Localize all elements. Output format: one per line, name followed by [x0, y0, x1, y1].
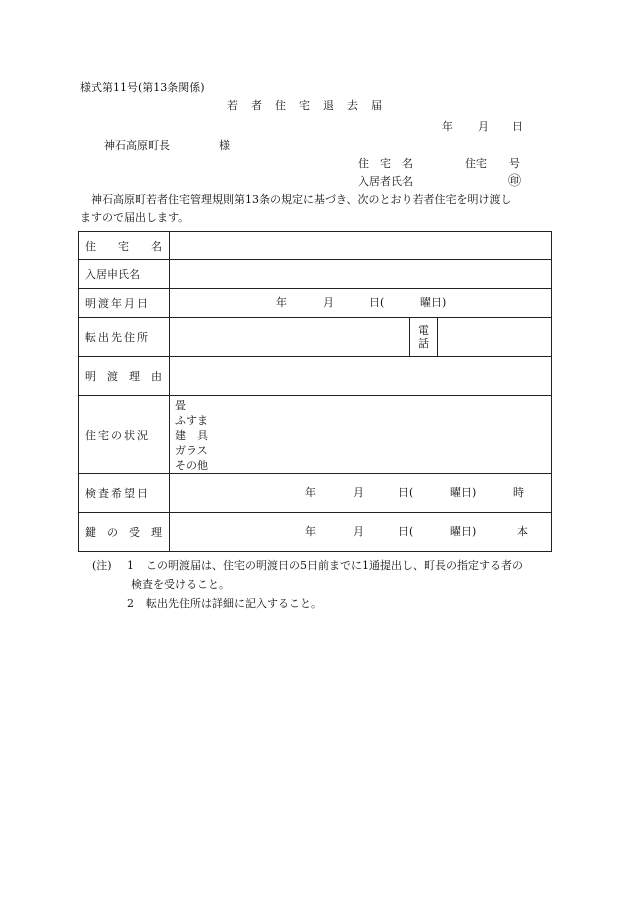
condition-item-tatami: 畳 [175, 399, 186, 412]
note-1-line-1: この明渡届は、住宅の明渡日の5日前までに1通提出し、町長の指定する者の [146, 559, 523, 572]
key-year: 年 [305, 525, 316, 538]
house-name-field[interactable] [170, 232, 552, 260]
key-weekday: 曜日) [450, 525, 477, 538]
withdrawal-form-table [78, 231, 552, 552]
phone-field[interactable] [438, 318, 552, 357]
inspection-hour: 時 [513, 486, 524, 499]
inspection-date-label: 検査希望日 [79, 474, 170, 513]
handover-day: 日( [369, 296, 385, 309]
table-row [79, 474, 552, 513]
addressee-name: 神石高原町長 [104, 139, 170, 152]
form-number: 様式第11号(第13条関係) [80, 81, 205, 94]
key-count-unit: 本 [517, 525, 528, 538]
handover-weekday: 曜日) [420, 296, 447, 309]
inspection-weekday: 曜日) [450, 486, 477, 499]
page-title: 若 者 住 宅 退 去 届 [227, 99, 383, 112]
house-condition-list [170, 396, 551, 473]
applicant-name-label: 入居者氏名 [358, 175, 413, 188]
resident-name-field[interactable] [170, 260, 552, 289]
inspection-day: 日( [398, 486, 414, 499]
note-2-text: 転出先住所は詳細に記入すること。 [146, 597, 322, 610]
condition-item-fittings: 建 具 [175, 429, 208, 442]
phone-label-char-2: 話 [418, 337, 429, 350]
notes-prefix: (注) [92, 559, 112, 572]
note-1-number: 1 [127, 559, 134, 572]
handover-year: 年 [276, 296, 287, 309]
table-row [79, 318, 552, 357]
addressee-honorific: 様 [219, 139, 230, 152]
table-row [79, 289, 552, 318]
key-day: 日( [398, 525, 414, 538]
inspection-date-field[interactable] [170, 474, 552, 513]
date-day-label: 日 [512, 120, 523, 133]
key-receipt-label: 鍵 の 受 理 [79, 513, 170, 552]
intro-line-2: ますので届出します。 [80, 211, 190, 224]
applicant-house-value: 住宅 号 [465, 157, 520, 170]
phone-label [410, 318, 438, 357]
date-month-label: 月 [478, 120, 489, 133]
resident-name-label-cell [79, 260, 170, 289]
resident-name-label-text: 入居申氏名 [85, 268, 140, 281]
table-row [79, 232, 552, 260]
new-address-field[interactable] [170, 318, 410, 357]
house-name-label: 住 宅 名 [79, 232, 170, 260]
handover-reason-field[interactable] [170, 357, 552, 396]
condition-item-other: その他 [175, 459, 208, 472]
inspection-year: 年 [305, 486, 316, 499]
condition-item-fusuma: ふすま [175, 414, 208, 427]
table-row [79, 396, 552, 474]
seal-mark: ㊞ [508, 174, 522, 189]
table-row [79, 513, 552, 552]
note-1-line-2: 検査を受けること。 [131, 578, 230, 591]
new-address-label: 転出先住所 [79, 318, 170, 357]
key-month: 月 [353, 525, 364, 538]
note-2-number: 2 [127, 597, 134, 610]
table-row [79, 357, 552, 396]
handover-reason-label: 明 渡 理 由 [79, 357, 170, 396]
inspection-month: 月 [353, 486, 364, 499]
table-row [79, 260, 552, 289]
handover-month: 月 [323, 296, 334, 309]
intro-line-1: 神石高原町若者住宅管理規則第13条の規定に基づき、次のとおり若者住宅を明け渡し [91, 193, 512, 206]
date-year-label: 年 [442, 120, 453, 133]
house-condition-label: 住宅の状況 [79, 396, 170, 474]
phone-label-char-1: 電 [418, 324, 429, 337]
handover-date-field[interactable] [170, 289, 552, 318]
condition-item-glass: ガラス [175, 444, 208, 457]
house-condition-field[interactable] [170, 396, 552, 474]
applicant-house-label: 住 宅 名 [358, 157, 413, 170]
handover-date-label: 明渡年月日 [79, 289, 170, 318]
resident-name-label [79, 266, 169, 282]
key-receipt-field[interactable] [170, 513, 552, 552]
